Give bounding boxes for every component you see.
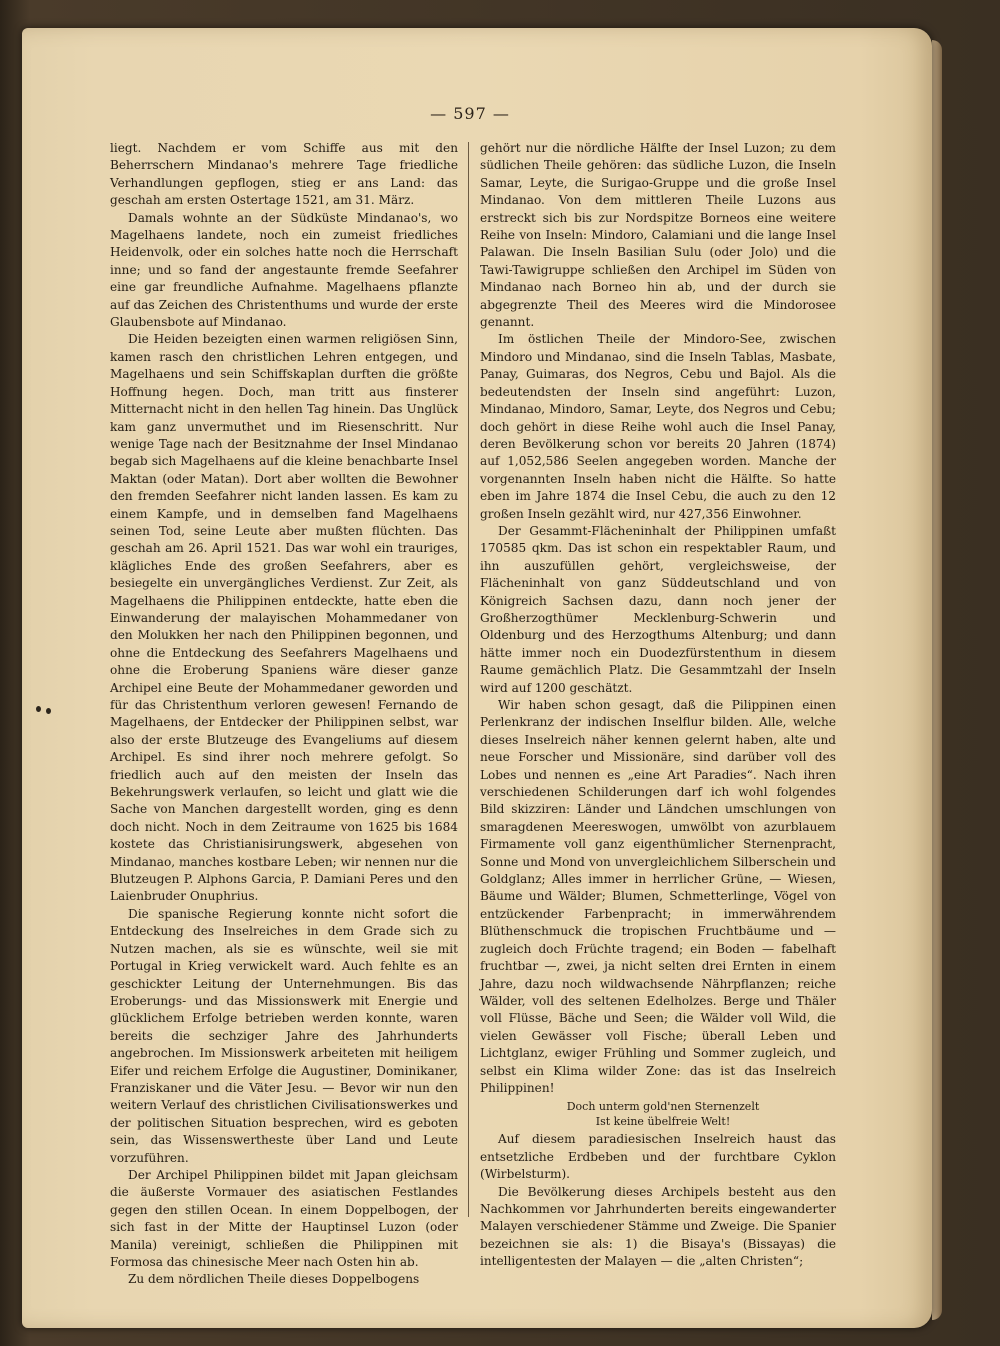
paragraph: Auf diesem paradiesischen Inselreich haust das entsetzliche Erdbeben und der furchtbare Cyklon (Wirbelsturm). <box>480 1132 836 1182</box>
verse-line: Doch unterm gold'nen Sternenzelt <box>566 1100 760 1114</box>
paragraph: Zu dem nördlichen Theile dieses Doppelbogens <box>128 1272 420 1287</box>
paragraph: Die Heiden bezeigten einen warmen religiösen Sinn, kamen rasch den christlichen Lehren entgegen, und Magelhaens und sein Schiffskaplan durften die größte Hoffnung hegen. Doch, man tritt aus finsterer Mitternacht nicht in den hellen Tag hinein. Das Unglück kam ganz unvermuthet und im Riesenschritt. Nur wenige Tage nach der Besitznahme der Insel Mindanao begab sich Magelhaens auf die kleine benachbarte Insel Maktan (oder Matan). Dort aber wollten die Bewohner den fremden Seefahrer nicht landen lassen. Es kam zu einem Kampfe, und in demselben fand Magelhaens seinen Tod, seine Leute aber mußten flüchten. Das geschah am 26. April 1521. Das war wohl ein trauriges, klägliches Ende des großen Seefahrers, aber es besiegelte ein unvergängliches Verdienst. Zur Zeit, als Magelhaens die Philippinen entdeckte, hatte eben die Einwanderung der malayischen Mohammedaner von den Molukken her nach den Philippinen begonnen, und ohne die Entdeckung des Seefahrers Magelhaens und ohne die Eroberung Spaniens wäre dieser ganze Archipel eine Beute der Mohammedaner geworden und für das Christenthum verloren gewesen! Fernando de Magelhaens, der Entdecker der Philippinen selbst, war also der erste Blutzeuge des Evangeliums auf diesem Archipel. Es sind ihrer noch mehrere gefolgt. So friedlich auch auf den meisten der Inseln das Bekehrungswerk verlaufen, so leicht und glatt wie die Sache von Manchen dargestellt worden, ging es denn doch nicht. Noch in dem Zeitraume von 1625 bis 1684 kostete das Christianisirungswerk, abgesehen von Mindanao, manches kostbare Leben; wir nennen nur die Blutzeugen P. Alphons Garcia, P. Damiani Peres und den Laienbruder Onuphrius. <box>110 332 458 904</box>
verse-line: Ist keine übelfreie Welt! <box>595 1115 731 1129</box>
column-divider <box>468 142 469 1217</box>
right-column <box>480 140 836 1269</box>
paragraph: Der Gesammt-Flächeninhalt der Philippinen umfaßt 170585 qkm. Das ist schon ein respektabler Raum, und ihn auszufüllen gehört, vergleichsweise, der Flächeninhalt von ganz Süddeutschland und von Königreich Sachsen dazu, dann noch jener der Großherzogthümer Mecklenburg-Schwerin und Oldenburg und des Herzogthums Altenburg; und dann hätte immer noch ein Duodezfürstenthum in diesem Raume gemächlich Platz. Die Gesammtzahl der Inseln wird auf 1200 geschätzt. <box>480 523 836 695</box>
verse-quote <box>480 1099 836 1129</box>
page-edge <box>932 40 942 1320</box>
paragraph: liegt. Nachdem er vom Schiffe aus mit den Beherrschern Mindanao's mehrere Tage friedliche Verhandlungen gepflogen, stieg er ans Land: das geschah am ersten Ostertage 1521, am 31. März. <box>110 141 458 208</box>
paragraph: Der Archipel Philippinen bildet mit Japan gleichsam die äußerste Vormauer des asiatischen Festlandes gegen den stillen Ocean. In einem Doppelbogen, der sich fast in der Mitte der Hauptinsel Luzon (oder Manila) vereinigt, schließen die Philippinen mit Formosa das chinesische Meer nach Osten hin ab. <box>110 1167 458 1269</box>
page-number: — 597 — <box>430 104 510 123</box>
paragraph: Wir haben schon gesagt, daß die Pilippinen einen Perlenkranz der indischen Inselflur bilden. Alle, welche dieses Inselreich näher kennen gelernt haben, alte und neue Forscher und Missionäre, sind darüber voll des Lobes und nennen es „eine Art Paradies“. Nach ihren verschiedenen Schilderungen darf ich wohl folgendes Bild skizziren: Länder und Ländchen umschlungen von smaragdenen Meereswogen, umwölbt von azurblauem Firmamente voll ganz eigenthümlicher Sternenpracht, Sonne und Mond von unvergleichlichem Silberschein und Goldglanz; Alles immer in herrlicher Grüne, — Wiesen, Bäume und Wälder; Blumen, Schmetterlinge, Vögel von entzückender Farbenpracht; in immerwährendem Blüthenschmuck die tropischen Fruchtbäume und — zugleich doch Früchte tragend; ein Boden — fabelhaft fruchtbar —, zwei, ja nicht selten drei Ernten in einem Jahre, dazu noch wildwachsende Nährpflanzen; reiche Wälder, voll des seltenen Edelholzes. Berge und Thäler voll Flüsse, Bäche und Seen; die Wälder voll Wild, die vielen Gewässer voll Fische; überall Leben und Lichtglanz, ewiger Frühling und Sommer zugleich, und selbst ein Klima wilder Zone: das ist das Inselreich Philippinen! <box>480 698 836 1095</box>
binding-hole <box>46 708 51 714</box>
paragraph: Die Bevölkerung dieses Archipels besteht aus den Nachkommen vor Jahrhunderten bereits eingewanderter Malayen verschiedener Stämme und Zweige. Die Spanier bezeichnen sie als: 1) die Bisaya's (Bissayas) die intelligentesten der Malayen — die „alten Christen“; <box>480 1184 836 1269</box>
binding-hole <box>36 706 41 712</box>
paragraph: Die spanische Regierung konnte nicht sofort die Entdeckung des Inselreiches in dem Grade sich zu Nutzen machen, als sie es wünschte, weil sie mit Portugal in Krieg verwickelt ward. Auch fehlte es an geschickter Leitung der Unternehmungen. Bis das Eroberungs- und das Missionswerk mit Energie und glücklichem Erfolge betrieben werden konnte, waren bereits die sechziger Jahre des Jahrhunderts angebrochen. Im Missionswerk arbeiteten mit heiligem Eifer und reichem Erfolge die Augustiner, Dominikaner, Franziskaner und die Väter Jesu. — Bevor wir nun den weitern Verlauf des christlichen Civilisationswerkes und der politischen Situation besprechen, wird es geboten sein, das Wissenswertheste über Land und Leute vorzuführen. <box>110 906 458 1165</box>
paragraph: Im östlichen Theile der Mindoro-See, zwischen Mindoro und Mindanao, sind die Inseln Tablas, Masbate, Panay, Guimaras, dos Negros, Cebu und Bajol. Als die bedeutendsten der Inseln sind angeführt: Luzon, Mindanao, Mindoro, Samar, Leyte, dos Negros und Cebu; doch gehört in diese Reihe wohl auch die Insel Panay, deren Bevölkerung schon vor bereits 20 Jahren (1874) auf 1,052,586 Seelen angegeben worden. Manche der vorgenannten Inseln haben nicht die Hälfte. So hatte eben im Jahre 1874 die Insel Cebu, die auch zu den 12 großen Inseln gezählt wird, nur 427,356 Einwohner. <box>480 332 836 521</box>
left-column <box>110 140 458 1287</box>
paragraph: gehört nur die nördliche Hälfte der Insel Luzon; zu dem südlichen Theile gehören: das südliche Luzon, die Inseln Samar, Leyte, die Surigao-Gruppe und die große Insel Mindanao. Von dem mittleren Theile Luzons aus erstreckt sich bis zur Nordspitze Borneos eine weitere Reihe von Inseln: Mindoro, Calamiani und die lange Insel Palawan. Die Inseln Basilian Sulu (oder Jolo) und die Tawi-Tawigruppe schließen den Archipel im Süden von Mindanao nach Borneo hin ab, und der durch sie abgegrenzte Theil des Meeres wird die Mindorosee genannt. <box>480 141 836 330</box>
paragraph: Damals wohnte an der Südküste Mindanao's, wo Magelhaens landete, noch ein zumeist friedliches Heidenvolk, oder ein solches hatte noch die Herrschaft inne; und so fand der angestaunte fremde Seefahrer eine gar freundliche Aufnahme. Magelhaens pflanzte auf das Zeichen des Christenthums und wurde der erste Glaubensbote auf Mindanao. <box>110 210 458 330</box>
